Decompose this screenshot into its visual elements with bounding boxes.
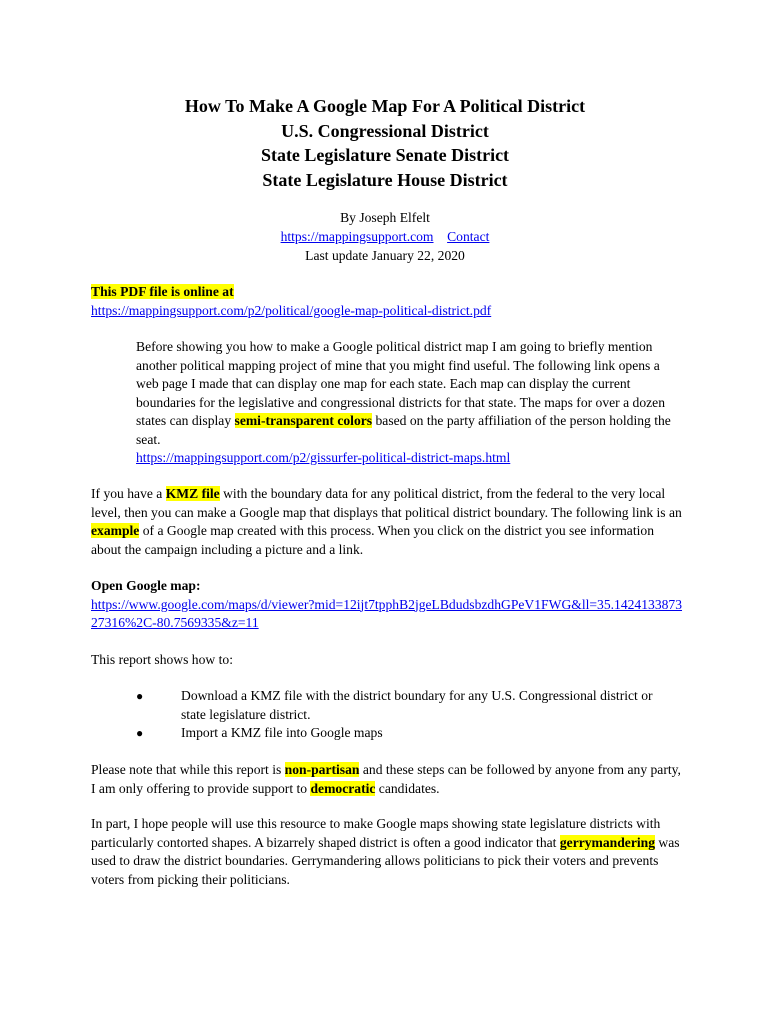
kmz-paragraph [91,485,686,559]
list-item [136,724,656,743]
example-highlight: example [91,523,140,538]
gerry-text-1: In part, I hope people will use this resource to make Google maps showing state legislature districts with particularly contorted shapes. A bizarrely shaped district is often a good indicator that [91,816,661,850]
bullet-text: Import a KMZ file into Google maps [181,725,383,740]
kmz-highlight: KMZ file [165,486,220,501]
pdf-notice [91,283,686,320]
note-text-3: candidates. [375,780,440,796]
last-update: Last update January 22, 2020 [305,248,465,263]
title-line-4: State Legislature House District [262,169,508,190]
nonpartisan-highlight: non-partisan [284,762,360,777]
note-paragraph [91,761,686,798]
contact-link[interactable]: Contact [447,229,490,244]
gerrymandering-highlight: gerrymandering [559,834,655,850]
open-map-section [91,577,686,633]
intro-highlight: semi-transparent colors [234,413,373,428]
site-link[interactable]: https://mappingsupport.com [280,229,434,244]
intro-paragraph [136,338,671,468]
democratic-highlight: democratic [310,780,376,796]
bullet-icon: ● [136,726,144,740]
bullet-list [136,687,656,743]
gerry-text-2: was used to draw the district boundaries. Gerrymandering allows politicians to pick their voters and prevents voters from picking their politicians. [91,834,680,887]
bullet-text: Download a KMZ file with the district boundary for any U.S. Congressional district or state legislature district. [181,688,653,722]
open-map-label: Open Google map: [91,578,201,593]
intro-text-after: based on the party affiliation of the person holding the seat. [136,413,671,447]
kmz-text-3: of a Google map created with this process. When you click on the district you see information about the campaign including a picture and a link. [91,523,654,557]
links-row [0,227,770,246]
note-text-1: Please note that while this report is [91,762,285,777]
shows-how: This report shows how to: [91,652,233,667]
gerrymandering-paragraph [91,815,686,889]
title-line-2: U.S. Congressional District [281,120,489,141]
bullet-icon: ● [136,689,144,703]
pdf-notice-label: This PDF file is online at [91,284,234,299]
google-map-link[interactable]: https://www.google.com/maps/d/viewer?mid=12ijt7tpphB2jgeLBdudsbzdhGPeV1FWG&ll=35.142413387327316%2C-80.7569335&z=11 [91,596,683,630]
title-line-3: State Legislature Senate District [260,145,510,165]
kmz-text-1: If you have a [91,486,166,501]
author: By Joseph Elfelt [340,210,430,225]
pdf-url-link[interactable]: https://mappingsupport.com/p2/political/google-map-political-district.pdf [91,302,492,318]
title-line-1: How To Make A Google Map For A Political District [184,96,586,116]
note-text-2: and these steps can be followed by anyone from any party, I am only offering to provide support to [91,762,681,796]
list-item [136,687,656,724]
title-block [0,94,770,192]
kmz-text-2: with the boundary data for any political district, from the federal to the very local level, then you can make a Google map that displays that political district boundary. The following link is an [91,486,682,520]
gissurfer-link[interactable]: https://mappingsupport.com/p2/gissurfer-political-district-maps.html [136,450,511,465]
byline [0,208,770,265]
intro-text: Before showing you how to make a Google political district map I am going to briefly mention another political mapping project of mine that you might find useful. The following link opens a web page I made that can display one map for each state. Each map can display the current boundaries for the legislative and congressional districts for that state. The maps for over a dozen states can display [136,339,665,428]
